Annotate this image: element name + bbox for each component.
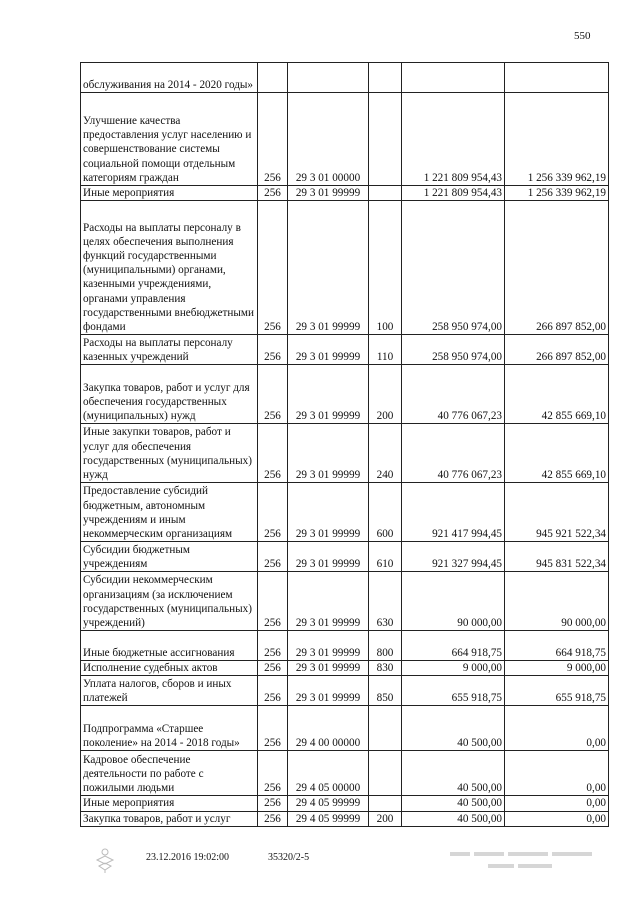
cell-ved: 256 — [258, 483, 288, 542]
cell-name: Иные мероприятия — [81, 796, 258, 811]
footer-date: 23.12.2016 19:02:00 — [146, 852, 230, 863]
electronic-signature-stamp-icon — [448, 848, 598, 878]
cell-amount-1: 258 950 974,00 — [402, 201, 505, 335]
cell-amount-2: 945 921 522,34 — [505, 483, 609, 542]
cell-cs: 29 3 01 99999 — [288, 572, 369, 631]
cell-ved: 256 — [258, 572, 288, 631]
table-row — [81, 424, 609, 483]
table-row — [81, 186, 609, 201]
cell-amount-1: 1 221 809 954,43 — [402, 186, 505, 201]
cell-name: Иные закупки товаров, работ и услуг для обеспечения государственных (муниципальных) нужд — [81, 424, 258, 483]
cell-ved: 256 — [258, 811, 288, 826]
cell-cs: 29 3 01 99999 — [288, 186, 369, 201]
cell-ved: 256 — [258, 661, 288, 676]
cell-amount-2 — [505, 63, 609, 93]
cell-cs: 29 4 05 00000 — [288, 751, 369, 796]
table-row — [81, 751, 609, 796]
cell-vr — [369, 706, 402, 751]
cell-name: Иные мероприятия — [81, 186, 258, 201]
cell-vr: 830 — [369, 661, 402, 676]
cell-ved: 256 — [258, 676, 288, 706]
table-row — [81, 542, 609, 572]
cell-amount-1: 40 500,00 — [402, 751, 505, 796]
cell-vr: 100 — [369, 201, 402, 335]
cell-amount-2: 266 897 852,00 — [505, 201, 609, 335]
cell-cs — [288, 63, 369, 93]
cell-amount-1: 258 950 974,00 — [402, 335, 505, 365]
cell-name: Расходы на выплаты персоналу казенных учреждений — [81, 335, 258, 365]
table-row — [81, 63, 609, 93]
cell-vr: 200 — [369, 811, 402, 826]
cell-amount-2: 42 855 669,10 — [505, 365, 609, 424]
cell-cs: 29 3 01 99999 — [288, 365, 369, 424]
cell-ved: 256 — [258, 186, 288, 201]
cell-vr — [369, 186, 402, 201]
cell-name: Закупка товаров, работ и услуг — [81, 811, 258, 826]
cell-amount-1: 40 500,00 — [402, 811, 505, 826]
cell-name: Уплата налогов, сборов и иных платежей — [81, 676, 258, 706]
cell-amount-2: 655 918,75 — [505, 676, 609, 706]
table-row — [81, 706, 609, 751]
cell-amount-1: 1 221 809 954,43 — [402, 93, 505, 186]
cell-amount-2: 9 000,00 — [505, 661, 609, 676]
cell-vr: 850 — [369, 676, 402, 706]
cell-name: Субсидии бюджетным учреждениям — [81, 542, 258, 572]
cell-cs: 29 3 01 99999 — [288, 201, 369, 335]
cell-name: Исполнение судебных актов — [81, 661, 258, 676]
cell-vr: 600 — [369, 483, 402, 542]
cell-name: Субсидии некоммерческим организациям (за исключением государственных (муниципальных) учреждений) — [81, 572, 258, 631]
cell-ved: 256 — [258, 424, 288, 483]
cell-name: Расходы на выплаты персоналу в целях обеспечения выполнения функций государственными (муниципальными) органами, казенными учреждениями, органами управления государственными внебюджетными фондами — [81, 201, 258, 335]
cell-name: Предоставление субсидий бюджетным, автономным учреждениям и иным некоммерческим организациям — [81, 483, 258, 542]
cell-cs: 29 3 01 99999 — [288, 631, 369, 661]
cell-amount-1: 40 500,00 — [402, 706, 505, 751]
cell-ved: 256 — [258, 365, 288, 424]
cell-ved: 256 — [258, 542, 288, 572]
cell-cs: 29 3 01 99999 — [288, 424, 369, 483]
cell-ved: 256 — [258, 201, 288, 335]
cell-vr: 610 — [369, 542, 402, 572]
cell-cs: 29 3 01 99999 — [288, 335, 369, 365]
cell-name: Иные бюджетные ассигнования — [81, 631, 258, 661]
footer-doc-number: 35320/2-5 — [268, 852, 310, 863]
cell-amount-1: 9 000,00 — [402, 661, 505, 676]
cell-vr — [369, 751, 402, 796]
table-row — [81, 572, 609, 631]
cell-amount-1: 40 776 067,23 — [402, 424, 505, 483]
table-row — [81, 201, 609, 335]
cell-amount-1: 921 417 994,45 — [402, 483, 505, 542]
table-row — [81, 93, 609, 186]
table-row — [81, 811, 609, 826]
cell-name: Кадровое обеспечение деятельности по работе с пожилыми людьми — [81, 751, 258, 796]
table-row — [81, 483, 609, 542]
cell-vr — [369, 93, 402, 186]
cell-cs: 29 3 01 99999 — [288, 542, 369, 572]
cell-amount-2: 1 256 339 962,19 — [505, 93, 609, 186]
cell-amount-1: 40 500,00 — [402, 796, 505, 811]
cell-cs: 29 3 01 99999 — [288, 676, 369, 706]
cell-vr: 110 — [369, 335, 402, 365]
cell-ved: 256 — [258, 796, 288, 811]
cell-cs: 29 4 05 99999 — [288, 811, 369, 826]
cell-amount-2: 90 000,00 — [505, 572, 609, 631]
cell-amount-1: 90 000,00 — [402, 572, 505, 631]
cell-amount-2: 945 831 522,34 — [505, 542, 609, 572]
cell-cs: 29 4 00 00000 — [288, 706, 369, 751]
table-row — [81, 796, 609, 811]
cell-amount-1: 664 918,75 — [402, 631, 505, 661]
cell-amount-2: 1 256 339 962,19 — [505, 186, 609, 201]
cell-vr — [369, 63, 402, 93]
cell-amount-2: 42 855 669,10 — [505, 424, 609, 483]
emblem-icon — [94, 846, 116, 874]
budget-table-body — [81, 63, 609, 827]
cell-ved — [258, 63, 288, 93]
cell-name: Улучшение качества предоставления услуг населению и совершенствование системы социальной помощи отдельным категориям граждан — [81, 93, 258, 186]
table-row — [81, 631, 609, 661]
cell-ved: 256 — [258, 93, 288, 186]
cell-cs: 29 3 01 99999 — [288, 661, 369, 676]
cell-cs: 29 3 01 99999 — [288, 483, 369, 542]
cell-amount-1: 655 918,75 — [402, 676, 505, 706]
cell-name: Подпрограмма «Старшее поколение» на 2014 - 2018 годы» — [81, 706, 258, 751]
cell-ved: 256 — [258, 335, 288, 365]
cell-amount-2: 0,00 — [505, 811, 609, 826]
cell-amount-2: 266 897 852,00 — [505, 335, 609, 365]
cell-ved: 256 — [258, 631, 288, 661]
table-row — [81, 335, 609, 365]
cell-vr: 240 — [369, 424, 402, 483]
cell-amount-2: 664 918,75 — [505, 631, 609, 661]
cell-cs: 29 3 01 00000 — [288, 93, 369, 186]
cell-name: обслуживания на 2014 - 2020 годы» — [81, 63, 258, 93]
table-row — [81, 661, 609, 676]
budget-table — [80, 62, 609, 827]
cell-amount-2: 0,00 — [505, 751, 609, 796]
cell-amount-1: 40 776 067,23 — [402, 365, 505, 424]
cell-ved: 256 — [258, 706, 288, 751]
cell-vr — [369, 796, 402, 811]
cell-amount-2: 0,00 — [505, 796, 609, 811]
cell-vr: 200 — [369, 365, 402, 424]
cell-vr: 630 — [369, 572, 402, 631]
table-row — [81, 676, 609, 706]
cell-ved: 256 — [258, 751, 288, 796]
cell-name: Закупка товаров, работ и услуг для обеспечения государственных (муниципальных) нужд — [81, 365, 258, 424]
cell-amount-1 — [402, 63, 505, 93]
cell-amount-2: 0,00 — [505, 706, 609, 751]
cell-amount-1: 921 327 994,45 — [402, 542, 505, 572]
cell-cs: 29 4 05 99999 — [288, 796, 369, 811]
page-number: 550 — [574, 30, 591, 42]
cell-vr: 800 — [369, 631, 402, 661]
table-row — [81, 365, 609, 424]
